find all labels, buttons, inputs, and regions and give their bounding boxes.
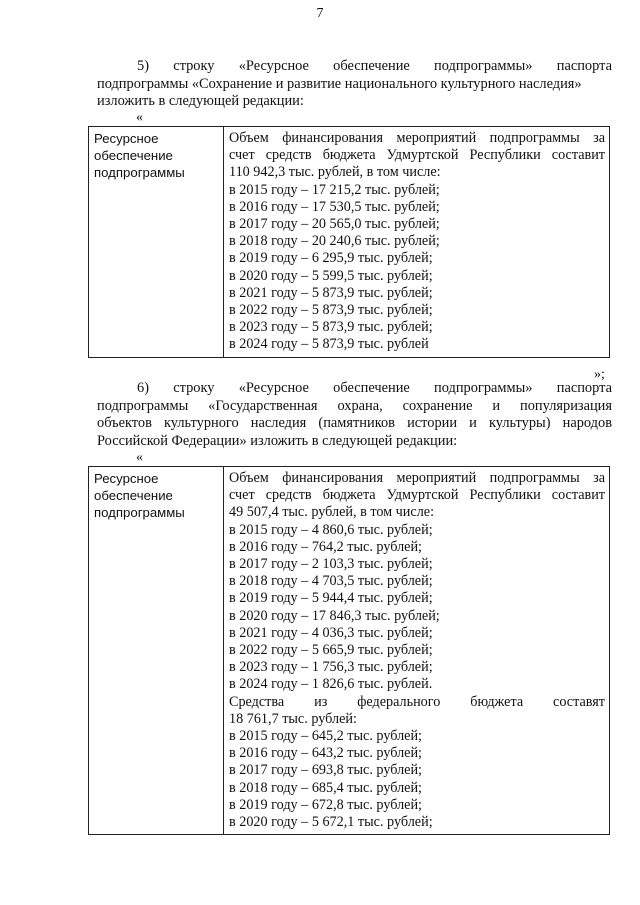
right-cell-line: в 2019 году – 672,8 тыс. рублей; <box>229 796 422 813</box>
left-cell-line: Ресурсное <box>94 471 159 486</box>
page-number: 7 <box>316 6 324 21</box>
table-row <box>89 127 610 358</box>
right-cell-line: в 2017 году – 693,8 тыс. рублей; <box>229 762 422 779</box>
item-6-line-4: Российской Федерации» изложить в следующей редакции: <box>97 432 458 449</box>
right-cell-line: 49 507,4 тыс. рублей, в том числе: <box>229 504 435 521</box>
right-cell-line: в 2020 году – 17 846,3 тыс. рублей; <box>229 607 440 624</box>
item-6-right-cell <box>224 467 610 835</box>
item-5-paragraph <box>97 58 612 111</box>
right-cell-line: в 2016 году – 17 530,5 тыс. рублей; <box>229 198 440 215</box>
item-6-line-1: 6) строку «Ресурсное обеспечение подпрограммы» паспорта <box>137 380 612 396</box>
item-5-close-quote: »; <box>594 367 605 382</box>
left-cell-line: обеспечение <box>94 488 173 504</box>
right-cell-line: 110 942,3 тыс. рублей, в том числе: <box>229 164 441 181</box>
right-cell-line: в 2023 году – 1 756,3 тыс. рублей; <box>229 659 433 676</box>
item-6-table <box>88 466 610 835</box>
right-cell-line: в 2018 году – 685,4 тыс. рублей; <box>229 779 422 796</box>
right-cell-line: в 2020 году – 5 599,5 тыс. рублей; <box>229 267 433 284</box>
right-cell-line: в 2024 году – 5 873,9 тыс. рублей <box>229 336 429 353</box>
right-cell-line: в 2017 году – 20 565,0 тыс. рублей; <box>229 216 440 233</box>
right-cell-line: в 2016 году – 764,2 тыс. рублей; <box>229 538 422 555</box>
right-cell-line: Объем финансирования мероприятий подпрограммы за <box>229 470 605 486</box>
right-cell-line: в 2019 году – 6 295,9 тыс. рублей; <box>229 250 433 267</box>
item-5-right-cell <box>224 127 610 358</box>
left-cell-line: обеспечение <box>94 148 173 164</box>
right-cell-line: в 2024 году – 1 826,6 тыс. рублей. <box>229 676 433 693</box>
item-6-line-2: подпрограммы «Государственная охрана, сохранение и популяризация <box>97 397 612 414</box>
right-cell-line: в 2017 году – 2 103,3 тыс. рублей; <box>229 556 433 573</box>
table-row <box>89 467 610 835</box>
item-6-line-3: объектов культурного наследия (памятников истории и культуры) народов <box>97 415 612 431</box>
item-5-open-quote: « <box>136 110 143 125</box>
right-cell-line: в 2015 году – 645,2 тыс. рублей; <box>229 728 422 745</box>
item-5-line-3: изложить в следующей редакции: <box>97 93 304 109</box>
right-cell-line: в 2015 году – 4 860,6 тыс. рублей; <box>229 521 433 538</box>
item-6-paragraph <box>97 380 612 450</box>
left-cell-line: подпрограммы <box>94 505 185 521</box>
right-cell-line: в 2022 году – 5 665,9 тыс. рублей; <box>229 642 433 659</box>
right-cell-line: в 2020 году – 5 672,1 тыс. рублей; <box>229 814 433 831</box>
right-cell-line: в 2018 году – 4 703,5 тыс. рублей; <box>229 573 433 590</box>
item-5-left-cell <box>89 127 224 358</box>
right-cell-line: Объем финансирования мероприятий подпрограммы за <box>229 130 605 146</box>
right-cell-line: в 2023 году – 5 873,9 тыс. рублей; <box>229 319 433 336</box>
right-cell-line: в 2021 году – 4 036,3 тыс. рублей; <box>229 624 433 641</box>
right-cell-line: в 2016 году – 643,2 тыс. рублей; <box>229 745 422 762</box>
right-cell-line: в 2018 году – 20 240,6 тыс. рублей; <box>229 233 440 250</box>
right-cell-line: 18 761,7 тыс. рублей: <box>229 710 357 727</box>
item-5-line-1: 5) строку «Ресурсное обеспечение подпрограммы» паспорта <box>137 58 612 74</box>
right-cell-line: в 2022 году – 5 873,9 тыс. рублей; <box>229 302 433 319</box>
right-cell-line: в 2021 году – 5 873,9 тыс. рублей; <box>229 284 433 301</box>
right-cell-line: в 2015 году – 17 215,2 тыс. рублей; <box>229 181 440 198</box>
item-5-table <box>88 126 610 358</box>
right-cell-line: в 2019 году – 5 944,4 тыс. рублей; <box>229 590 433 607</box>
item-5-line-2: подпрограммы «Сохранение и развитие национального культурного наследия» <box>97 75 582 92</box>
right-cell-line: счет средств бюджета Удмуртской Республики составит <box>229 147 605 164</box>
right-cell-line: счет средств бюджета Удмуртской Республики составит <box>229 487 605 504</box>
item-6-open-quote: « <box>136 450 143 465</box>
left-cell-line: Ресурсное <box>94 131 159 146</box>
right-cell-line: Средства из федерального бюджета составят <box>229 693 605 710</box>
item-6-left-cell <box>89 467 224 835</box>
left-cell-line: подпрограммы <box>94 165 185 181</box>
